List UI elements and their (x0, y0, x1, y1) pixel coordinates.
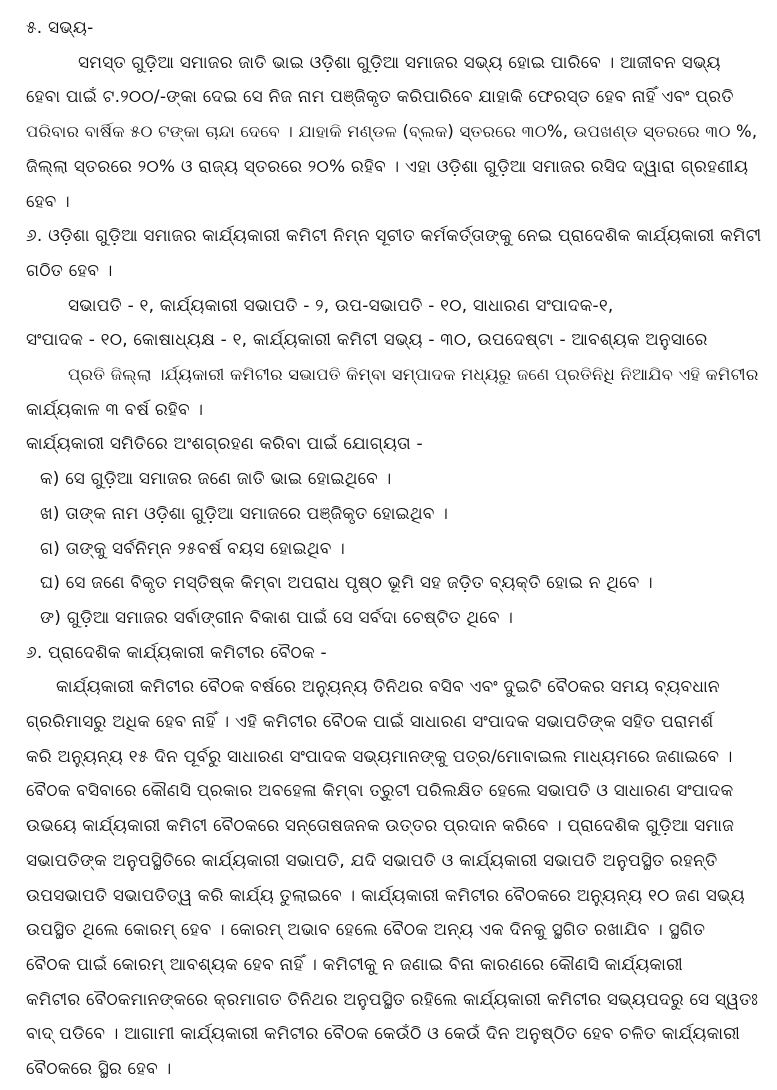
section-6b-line-4: ବୈଠକ ବସିବାରେ କୌଣସି ପ୍ରକାର ଅବହେଳା କିମ୍ବା ତ୍ରୁଟୀ ପରିଲକ୍ଷିତ ହେଲେ ସଭାପତି ଓ ସାଧାରଣ ସଂପାଦକ (26, 781, 734, 801)
section-6b-line-6: ସଭାପତିଙ୍କ ଅନୁପସ୍ଥିତିରେ କାର୍ଯ୍ୟକାରୀ ସଭାପତି, ଯଦି ସଭାପତି ଓ କାର୍ଯ୍ୟକାରୀ ସଭାପତି ଅନୁପସ୍ଥିତ ରହନ୍ତି (26, 851, 718, 871)
eligibility-item: କ) ସେ ଗୁଡ଼ିଆ ସମାଜର ଜଣେ ଜାତି ଭାଇ ହୋଇଥିବେ । (40, 469, 392, 489)
section-6b-heading: ୬. ପ୍ରାଦେଶିକ କାର୍ଯ୍ୟକାରୀ କମିଟୀର ବୈଠକ - (26, 643, 327, 663)
section-6-heading: ୬. ଓଡ଼ିଶା ଗୁଡ଼ିଆ ସମାଜର କାର୍ଯ୍ୟକାରୀ କମିଟୀ ନିମ୍ନ ସୂଚୀତ କର୍ମକର୍ତ୍ତାଙ୍କୁ ନେଇ ପ୍ରାଦେଶିକ କାର୍ଯ୍ୟକାରୀ କମିଟୀ (26, 226, 762, 246)
section-6b-line-10: କମିଟୀର ବୈଠକମାନଙ୍କରେ କ୍ରମାଗତ ତିନିଥର ଅନୁପସ୍ଥିତ ରହିଲେ କାର୍ଯ୍ୟକାରୀ କମିଟୀର ସଭ୍ୟପଦରୁ ସେ ସ୍ୱତଃ (26, 990, 759, 1010)
section-6-line-5: କାର୍ଯ୍ୟକାଳ ୩ ବର୍ଷ ରହିବ । (26, 400, 204, 420)
section-5-line-1: ସମସ୍ତ ଗୁଡ଼ିଆ ସମାଜର ଜାତି ଭାଇ ଓଡ଼ିଶା ଗୁଡ଼ିଆ ସମାଜର ସଭ୍ୟ ହୋଇ ପାରିବେ । ଆଜୀବନ ସଭ୍ୟ (78, 53, 721, 73)
section-5-line-5: ହେବ । (26, 192, 70, 212)
eligibility-item: ଙ) ଗୁଡ଼ିଆ ସମାଜର ସର୍ବାଙ୍ଗୀନ ବିକାଶ ପାଇଁ ସେ ସର୍ବଦା ଚେଷ୍ଟିତ ଥିବେ । (40, 608, 514, 628)
section-6-line-3: ସଂପାଦକ - ୧୦, କୋଷାଧ୍ୟକ୍ଷ - ୧, କାର୍ଯ୍ୟକାରୀ କମିଟୀ ସଭ୍ୟ - ୩୦, ଉପଦେଷ୍ଟା - ଆବଶ୍ୟକ ଅନୁସାରେ (26, 330, 708, 350)
section-6b-line-12: ବୈଠକରେ ସ୍ଥିର ହେବ । (26, 1059, 172, 1079)
section-5-line-2: ହେବା ପାଇଁ ଟ.୨୦୦/-ଙ୍କା ଦେଇ ସେ ନିଜ ନାମ ପଞ୍ଜିକୃତ କରିପାରିବେ ଯାହାକି ଫେରସ୍ତ ହେବ ନାହିଁ ଏବଂ ପ୍ରତି (26, 87, 734, 107)
eligibility-heading: କାର୍ଯ୍ୟକାରୀ ସମିତିରେ ଅଂଶଗ୍ରହଣ କରିବା ପାଇଁ ଯୋଗ୍ୟତା - (26, 434, 423, 454)
section-5-line-4: ଜିଲ୍ଲା ସ୍ତରରେ ୨୦% ଓ ରାଜ୍ୟ ସ୍ତରରେ ୨୦% ରହିବ । ଏହା ଓଡ଼ିଶା ଗୁଡ଼ିଆ ସମାଜର ରସିଦ ଦ୍ୱାରା ଗ୍ରହଣୀୟ (26, 157, 749, 177)
section-6b-line-9: ବୈଠକ ପାଇଁ କୋରମ୍ ଆବଶ୍ୟକ ହେବ ନାହିଁ । କମିଟୀକୁ ନ ଜଣାଇ ବିନା କାରଣରେ କୌଣସି କାର୍ଯ୍ୟକାରୀ (26, 955, 683, 975)
section-6-line-1: ଗଠିତ ହେବ । (26, 261, 113, 281)
section-6b-line-3: କରି ଅନ୍ୟୁନ୍ୟ ୧୫ ଦିନ ପୂର୍ବରୁ ସାଧାରଣ ସଂପାଦକ ସଭ୍ୟମାନଙ୍କୁ ପତ୍ର/ମୋବାଇଲ ମାଧ୍ୟମରେ ଜଣାଇବେ । (26, 747, 733, 767)
section-5-heading: ୫. ସଭ୍ୟ- (26, 18, 94, 38)
section-6b-line-5: ଉଭୟେ କାର୍ଯ୍ୟକାରୀ କମିଟୀ ବୈଠକରେ ସନ୍ତୋଷଜନକ ଉତ୍ତର ପ୍ରଦାନ କରିବେ । ପ୍ରାଦେଶିକ ଗୁଡ଼ିଆ ସମାଜ (26, 816, 735, 836)
eligibility-item: ଖ) ତାଙ୍କ ନାମ ଓଡ଼ିଶା ଗୁଡ଼ିଆ ସମାଜରେ ପଞ୍ଜିକୃତ ହୋଇଥିବ । (40, 504, 449, 524)
section-6-line-4: ପ୍ରତି ଜିଲ୍ଲା ।ର୍ଯ୍ୟକାରୀ କମିଟୀର ସଭାପତି କିମ୍ବା ସମ୍ପାଦକ ମଧ୍ୟରୁ ଜଣେ ପ୍ରତିନିଧି ନିଆଯିବ ଏହି କମିଟୀର (68, 365, 759, 384)
eligibility-item: ଗ) ତାଙ୍କୁ ସର୍ବନିମ୍ନ ୨୫ବର୍ଷ ବୟସ ହୋଇଥିବ । (40, 539, 346, 559)
section-6b-line-11: ବାଦ୍ ପଡିବେ । ଆଗାମୀ କାର୍ଯ୍ୟକାରୀ କମିଟୀର ବୈଠକ କେଉଁଠି ଓ କେଉଁ ଦିନ ଅନୁଷ୍ଠିତ ହେବ ଚଳିତ କାର୍ଯ୍ୟକାରୀ (26, 1024, 741, 1044)
section-5-line-3: ପରିବାର ବାର୍ଷିକ ୫୦ ଟଙ୍କା ଚାନ୍ଦା ଦେବେ । ଯାହାକି ମଣ୍ଡଳ (ବ୍ଲକ) ସ୍ତରରେ ୩୦%, ଉପଖଣ୍ଡ ସ୍ତରରେ ୩୦ %, (26, 122, 758, 141)
section-6b-line-2: ଗ୍ରରିମାସରୁ ଅଧିକ ହେବ ନାହିଁ । ଏହି କମିଟୀର ବୈଠକ ପାଇଁ ସାଧାରଣ ସଂପାଦକ ସଭାପତିଙ୍କ ସହିତ ପରାମର୍ଶ (26, 712, 714, 732)
section-6b-line-8: ଉପସ୍ଥିତ ଥିଲେ କୋରମ୍ ହେବ । କୋରମ୍ ଅଭାବ ହେଲେ ବୈଠକ ଅନ୍ୟ ଏକ ଦିନକୁ ସ୍ଥଗିତ ରଖାଯିବ । ସ୍ଥଗିତ (26, 920, 706, 940)
section-6b-line-1: କାର୍ଯ୍ୟକାରୀ କମିଟୀର ବୈଠକ ବର୍ଷରେ ଅନ୍ୟୁନ୍ୟ ତିନିଥର ବସିବ ଏବଂ ଦୁଇଟି ବୈଠକର ସମୟ ବ୍ୟବଧାନ (56, 677, 720, 697)
section-6-line-2: ସଭାପତି - ୧, କାର୍ଯ୍ୟକାରୀ ସଭାପତି - ୨, ଉପ-ସଭାପତି - ୧୦, ସାଧାରଣ ସଂପାଦକ-୧, (68, 296, 614, 316)
eligibility-item: ଘ) ସେ ଜଣେ ବିକୃତ ମସ୍ତିଷ୍କ କିମ୍ବା ଅପରାଧ ପୃଷ୍ଠ ଭୂମି ସହ ଜଡ଼ିତ ବ୍ୟକ୍ତି ହୋଇ ନ ଥିବେ । (40, 573, 653, 593)
section-6b-line-7: ଉପସଭାପତି ସଭାପତିତ୍ୱ କରି କାର୍ଯ୍ୟ ତୁଲାଇବେ । କାର୍ଯ୍ୟକାରୀ କମିଟୀର ବୈଠକରେ ଅନ୍ୟୁନ୍ୟ ୧୦ ଜଣ ସଭ୍ୟ (26, 886, 745, 906)
